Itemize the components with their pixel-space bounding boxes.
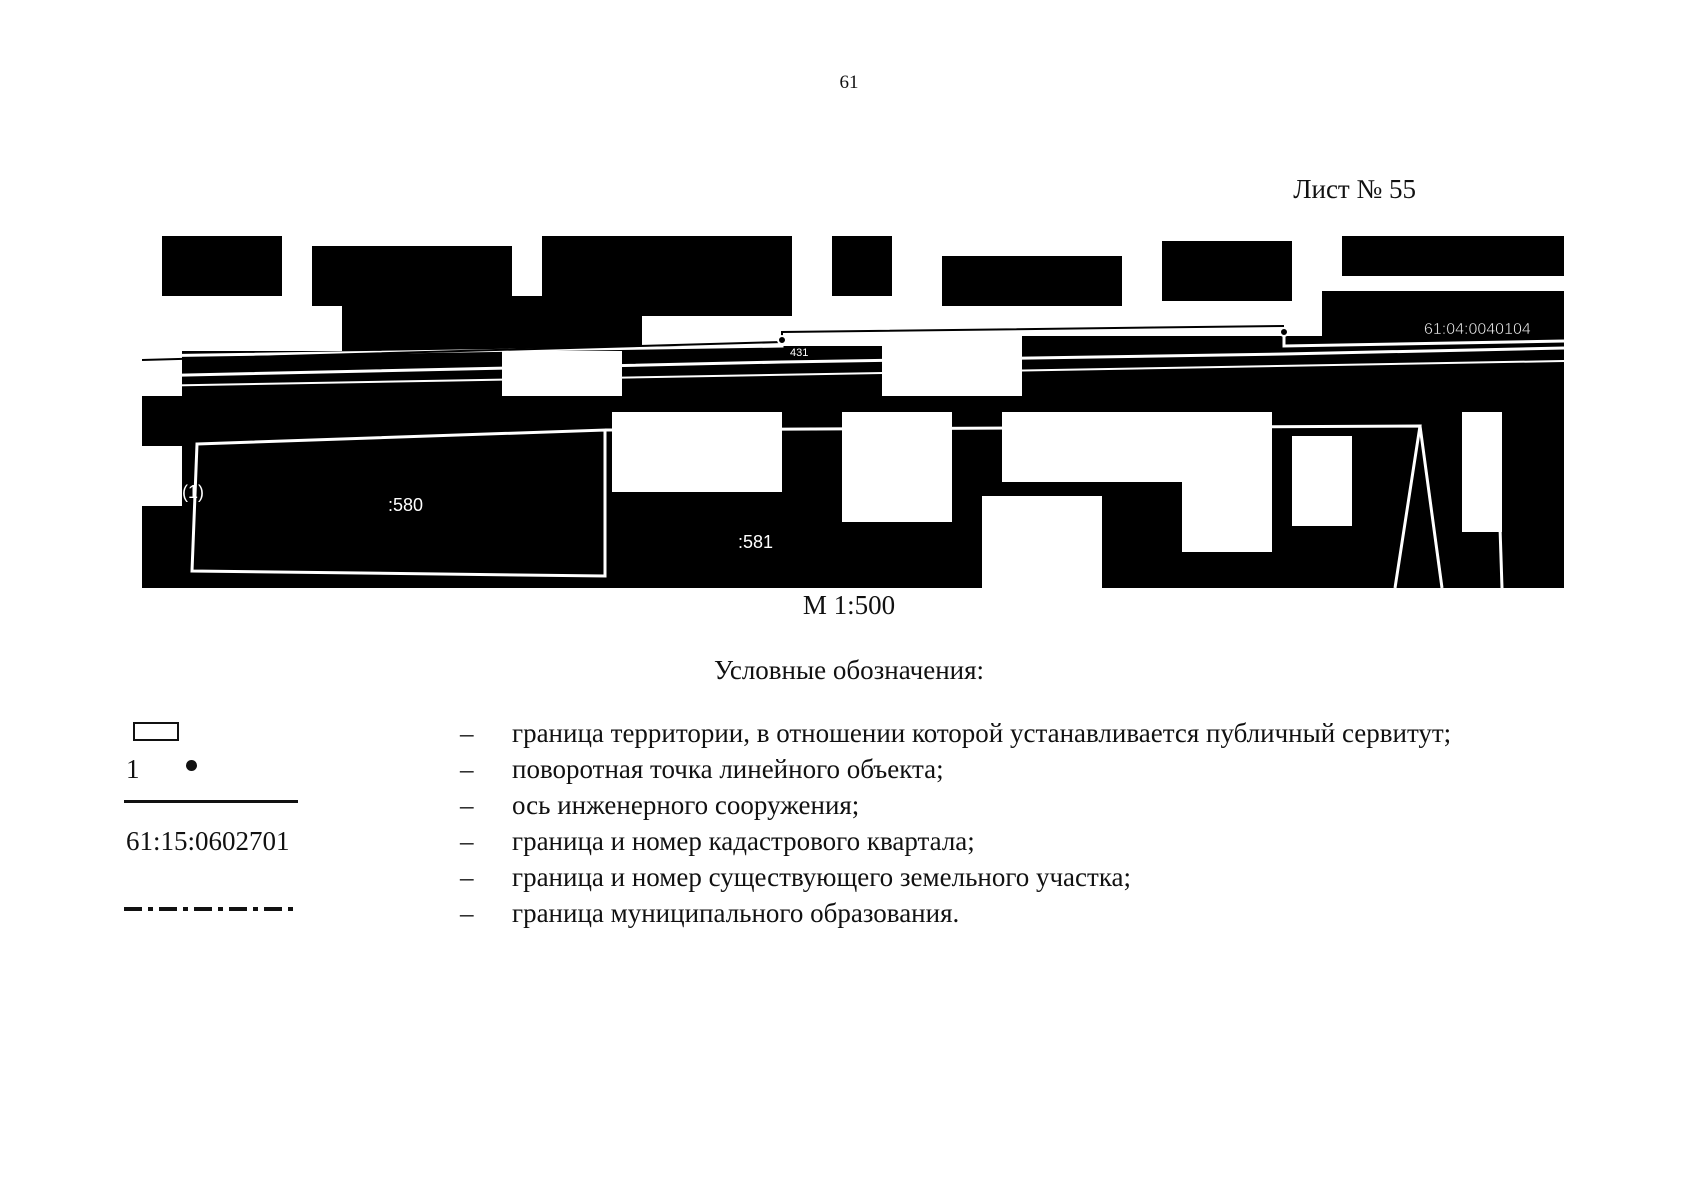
- parcel-label-580: :580: [388, 495, 424, 515]
- legend-item-turning-point: [0, 752, 1698, 788]
- legend-text: граница территории, в отношении которой устанавливается публичный сервитут;: [512, 718, 1452, 748]
- legend-symbol-dot: [124, 752, 314, 788]
- point-label-435: 435: [258, 341, 277, 353]
- page-number: 61: [839, 72, 859, 93]
- dot-symbol-icon: [186, 760, 197, 771]
- legend-text: граница и номер существующего земельного участка;: [512, 862, 1132, 892]
- legend-text: ось инженерного сооружения;: [512, 790, 860, 820]
- legend-title: Условные обозначения:: [713, 655, 985, 685]
- legend-text: граница муниципального образования.: [512, 898, 960, 928]
- rectangle-symbol-icon: [133, 722, 179, 741]
- quarter-label-61-04-0040104: 61:04:0040104: [1424, 321, 1531, 338]
- legend-symbol-line: [124, 788, 314, 824]
- sheet-label: Лист № 55: [1293, 174, 1416, 204]
- point-label-430: 430: [1272, 313, 1291, 325]
- legend-symbol-empty: [124, 860, 314, 896]
- legend-item-structure-axis: [0, 788, 1698, 824]
- turning-point-number: 1: [126, 754, 140, 784]
- legend-symbol-rectangle: [124, 716, 314, 752]
- legend-dash: –: [460, 862, 474, 892]
- solid-line-symbol-icon: [124, 800, 298, 803]
- parcel-label-581: :581: [738, 532, 774, 552]
- legend-dash: –: [460, 790, 474, 820]
- legend-item-cadastral-quarter: [0, 824, 1698, 860]
- legend-text: поворотная точка линейного объекта;: [512, 754, 944, 784]
- legend-dash: –: [460, 718, 474, 748]
- legend-item-easement-boundary: [0, 716, 1698, 752]
- point-label-431: 431: [790, 347, 809, 359]
- map-image: [142, 236, 1564, 588]
- legend-item-land-parcel: [0, 860, 1698, 896]
- legend-item-municipal-boundary: [0, 896, 1698, 932]
- legend: [0, 716, 1698, 936]
- map-scale: М 1:500: [802, 590, 896, 620]
- legend-dash: –: [460, 826, 474, 856]
- map-svg: [142, 236, 1564, 588]
- legend-dash: –: [460, 754, 474, 784]
- legend-dash: –: [460, 898, 474, 928]
- quarter-label-3381: 3381(1): [142, 482, 205, 502]
- legend-text: граница и номер кадастрового квартала;: [512, 826, 975, 856]
- legend-symbol-cadastral-number: [124, 824, 314, 860]
- dash-dot-line-symbol-icon: [124, 906, 298, 912]
- legend-symbol-dash-dot: [124, 896, 314, 932]
- cadastral-number-sample: 61:15:0602701: [126, 826, 290, 856]
